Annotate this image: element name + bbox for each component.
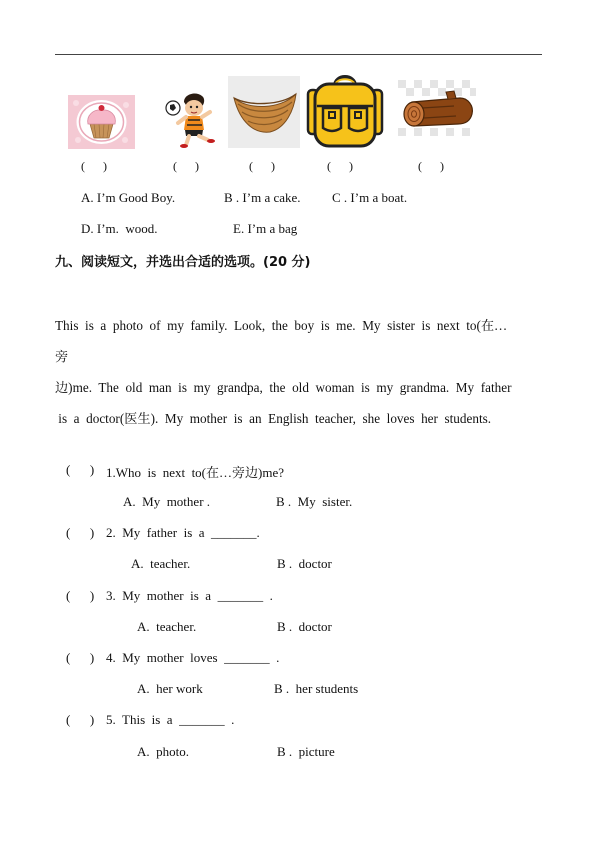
section-title: 九、阅读短文，并选出合适的选项。(20 分) — [55, 255, 311, 270]
passage-line: 旁 — [55, 349, 69, 364]
question-option-a: A. teacher. — [131, 556, 191, 571]
question-option-b: B . picture — [277, 744, 335, 759]
picture-answer-paren[interactable]: ( ) — [81, 159, 107, 173]
question-option-b: B . her students — [274, 681, 359, 696]
boat-picture — [228, 76, 300, 148]
question-answer-paren[interactable]: ( ) — [66, 525, 95, 540]
question-stem: 5. This is a _______ . — [106, 712, 235, 727]
passage-line: 边)me. The old man is my grandpa, the old woman is my grandma. My father — [55, 380, 512, 395]
question-option-a: A. her work — [137, 681, 203, 696]
top-rule — [55, 54, 542, 55]
question-stem: 3. My mother is a _______ . — [106, 588, 273, 603]
cupcake-picture — [68, 95, 135, 149]
wood-log-picture — [398, 80, 476, 142]
question-option-a: A. My mother . — [123, 494, 211, 509]
question-answer-paren[interactable]: ( ) — [66, 588, 95, 603]
match-option-e: E. I’m a bag — [233, 221, 298, 236]
question-option-a: A. teacher. — [137, 619, 197, 634]
question-option-b: B . doctor — [277, 556, 332, 571]
schoolbag-picture — [305, 72, 385, 150]
picture-answer-paren[interactable]: ( ) — [173, 159, 199, 173]
picture-answer-paren[interactable]: ( ) — [327, 159, 353, 173]
soccer-boy-picture — [164, 90, 220, 148]
match-option-b: B . I’m a cake. — [224, 190, 301, 205]
question-answer-paren[interactable]: ( ) — [66, 462, 95, 477]
match-option-c: C . I’m a boat. — [332, 190, 408, 205]
match-option-a: A. I’m Good Boy. — [81, 190, 176, 205]
picture-answer-paren[interactable]: ( ) — [249, 159, 275, 173]
question-stem: 2. My father is a _______. — [106, 525, 260, 540]
passage-line: This is a photo of my family. Look, the boy is me. My sister is next to(在… — [55, 318, 508, 333]
match-option-d: D. I’m. wood. — [81, 221, 158, 236]
question-option-b: B . My sister. — [276, 494, 353, 509]
question-answer-paren[interactable]: ( ) — [66, 712, 95, 727]
question-option-a: A. photo. — [137, 744, 189, 759]
picture-answer-paren[interactable]: ( ) — [418, 159, 444, 173]
question-answer-paren[interactable]: ( ) — [66, 650, 95, 665]
question-option-b: B . doctor — [277, 619, 332, 634]
question-stem: 4. My mother loves _______ . — [106, 650, 280, 665]
passage-line: is a doctor(医生). My mother is an English teacher, she loves her students. — [55, 411, 492, 426]
question-stem: 1.Who is next to(在…旁边)me? — [106, 465, 284, 480]
